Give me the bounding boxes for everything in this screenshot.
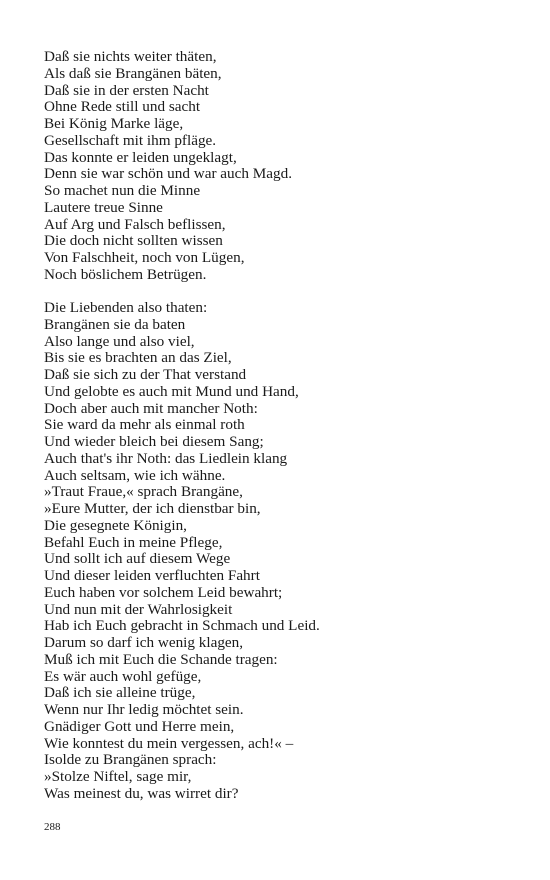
verse-line: Euch haben vor solchem Leid bewahrt; — [44, 583, 283, 601]
page-number: 288 — [44, 821, 61, 833]
verse-line: »Stolze Niftel, sage mir, — [44, 768, 192, 786]
verse-line: Auf Arg und Falsch beflissen, — [44, 215, 226, 233]
verse-line: Das konnte er leiden ungeklagt, — [44, 148, 237, 166]
verse-line: Muß ich mit Euch die Schande tragen: — [44, 650, 278, 668]
verse-line: »Traut Fraue,« sprach Brangäne, — [44, 483, 243, 501]
verse-line: Gnädiger Gott und Herre mein, — [44, 717, 235, 735]
verse-line: Was meinest du, was wirret dir? — [44, 784, 239, 802]
poem-text — [44, 49, 524, 803]
verse-line: Befahl Euch in meine Pflege, — [44, 533, 223, 551]
verse-line: Wie konntest du mein vergessen, ach!« – — [44, 734, 294, 752]
stanza-1 — [44, 49, 524, 284]
verse-line: Sie ward da mehr als einmal roth — [44, 416, 245, 434]
verse-line: Und wieder bleich bei diesem Sang; — [44, 433, 264, 451]
verse-line: Isolde zu Brangänen sprach: — [44, 751, 217, 769]
verse-line: Ohne Rede still und sacht — [44, 98, 201, 116]
verse-line: Brangänen sie da baten — [44, 315, 186, 333]
verse-line: Bei König Marke läge, — [44, 115, 184, 132]
verse-line: Bis sie es brachten an das Ziel, — [44, 349, 232, 367]
verse-line: So machet nun die Minne — [44, 182, 201, 199]
verse-line: Doch aber auch mit mancher Noth: — [44, 399, 258, 417]
verse-line: Und sollt ich auf diesem Wege — [44, 550, 231, 568]
verse-line: Hab ich Euch gebracht in Schmach und Leid. — [44, 617, 320, 635]
verse-line: Wenn nur Ihr ledig möchtet sein. — [44, 701, 244, 719]
verse-line: Und nun mit der Wahrlosigkeit — [44, 600, 233, 618]
verse-line: Die gesegnete Königin, — [44, 516, 187, 534]
verse-line: Die Liebenden also thaten: — [44, 299, 208, 317]
verse-line: Und gelobte es auch mit Mund und Hand, — [44, 382, 299, 400]
stanza-2 — [44, 300, 524, 803]
verse-line: Es wär auch wohl gefüge, — [44, 667, 202, 685]
verse-line: Von Falschheit, noch von Lügen, — [44, 249, 245, 266]
verse-line: Gesellschaft mit ihm pfläge. — [44, 131, 217, 149]
verse-line: Daß sie in der ersten Nacht — [44, 81, 209, 99]
verse-line: Daß sie sich zu der That verstand — [44, 366, 247, 384]
verse-line: Die doch nicht sollten wissen — [44, 232, 223, 250]
verse-line: Denn sie war schön und war auch Magd. — [44, 165, 292, 183]
verse-line: Darum so darf ich wenig klagen, — [44, 634, 244, 652]
verse-line: Und dieser leiden verfluchten Fahrt — [44, 567, 260, 585]
verse-line: Daß ich sie alleine trüge, — [44, 684, 196, 702]
verse-line: Noch böslichem Betrügen. — [44, 265, 207, 283]
verse-line: Auch seltsam, wie ich wähne. — [44, 466, 226, 484]
verse-line: »Eure Mutter, der ich dienstbar bin, — [44, 500, 261, 518]
verse-line: Daß sie nichts weiter thäten, — [44, 48, 217, 65]
verse-line: Auch that's ihr Noth: das Liedlein klang — [44, 449, 288, 467]
verse-line: Lautere treue Sinne — [44, 198, 163, 216]
verse-line: Als daß sie Brangänen bäten, — [44, 64, 222, 82]
verse-line: Also lange und also viel, — [44, 332, 195, 350]
